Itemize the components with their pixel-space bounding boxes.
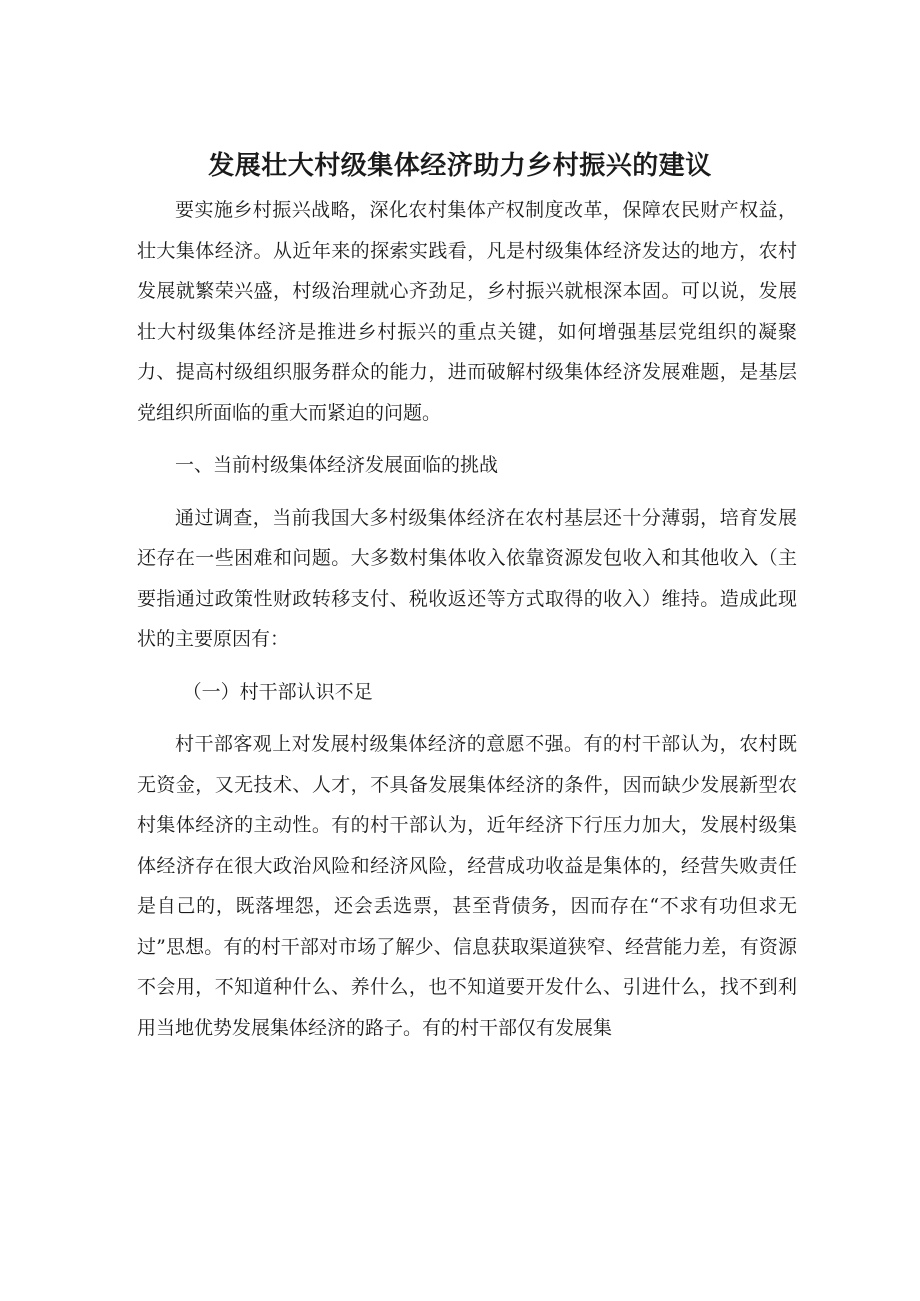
document-body [137,190,797,1048]
section-heading: 一、当前村级集体经济发展面临的挑战 [175,454,499,476]
subsection-heading: （一）村干部认识不足 [182,680,373,703]
section-paragraph: 通过调查，当前我国大多村级集体经济在农村基层还十分薄弱，培育发展还存在一些困难和问题。大多数村集体收入依靠资源发包收入和其他收入（主要指通过政策性财政转移支付、税收返还等方式取得的收入）维持。造成此现状的主要原因有： [137,506,797,650]
intro-paragraph: 要实施乡村振兴战略，深化农村集体产权制度改革，保障农民财产权益，壮大集体经济。从近年来的探索实践看，凡是村级集体经济发达的地方，农村发展就繁荣兴盛，村级治理就心齐劲足，乡村振兴就根深本固。可以说，发展壮大村级集体经济是推进乡村振兴的重点关键，如何增强基层党组织的凝聚力、提高村级组织服务群众的能力，进而破解村级集体经济发展难题，是基层党组织所面临的重大而紧迫的问题。 [137,199,797,424]
subsection-paragraph: 村干部客观上对发展村级集体经济的意愿不强。有的村干部认为，农村既无资金，又无技术、人才，不具备发展集体经济的条件，因而缺少发展新型农村集体经济的主动性。有的村干部认为，近年经济下行压力加大，发展村级集体经济存在很大政治风险和经济风险，经营成功收益是集体的，经营失败责任是自己的，既落埋怨，还会丢选票，甚至背债务，因而存在“不求有功但求无过”思想。有的村干部对市场了解少、信息获取渠道狭窄、经营能力差，有资源不会用，不知道种什么、养什么，也不知道要开发什么、引进什么，找不到利用当地优势发展集体经济的路子。有的村干部仅有发展集 [137,733,797,1039]
document-title: 发展壮大村级集体经济助力乡村振兴的建议 [208,151,712,182]
